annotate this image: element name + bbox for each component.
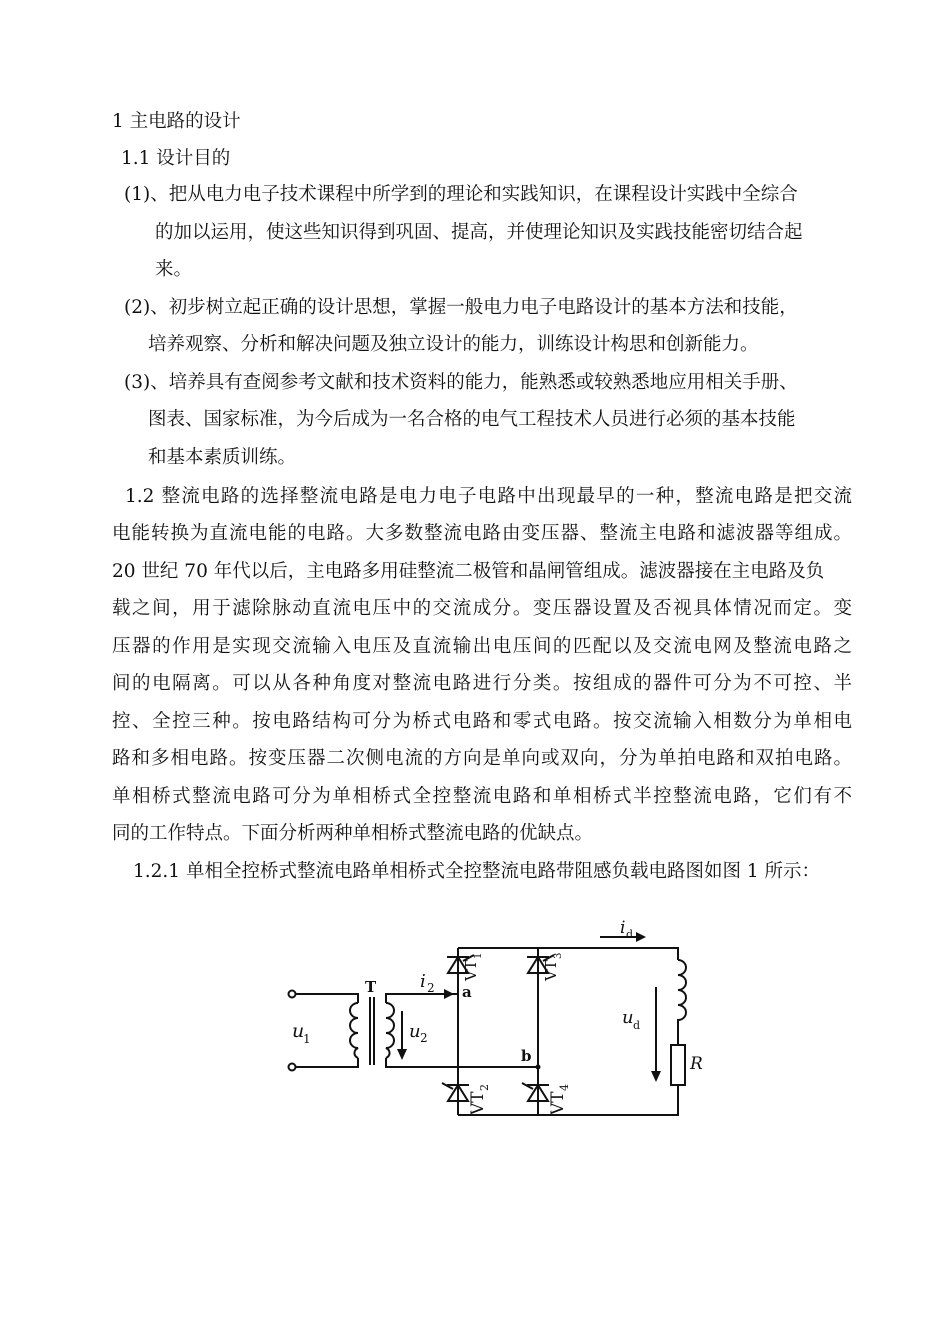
label-u2: u	[409, 1021, 421, 1042]
label-vt2: VT	[468, 1091, 488, 1115]
top-rail	[458, 948, 678, 960]
section-1-2-line-5: 压器的作用是实现交流输入电压及直流输出电压间的匹配以及交流电网及整流电路之	[112, 636, 852, 657]
section-1-2-line-6: 间的电隔离。可以从各种角度对整流电路进行分类。按组成的器件可分为不可控、半	[112, 673, 852, 694]
label-vt1: VT	[462, 960, 480, 981]
secondary-winding	[386, 1003, 394, 1058]
label-ud: u	[622, 1007, 634, 1028]
load-resistor	[671, 1045, 685, 1085]
label-vt2-sub: 2	[478, 1084, 491, 1091]
heading-design-purpose: 1.1 设计目的	[121, 148, 231, 169]
bottom-rail	[458, 1090, 678, 1115]
goal-3-line-3: 和基本素质训练。	[148, 447, 297, 468]
node-b-dot	[536, 1065, 541, 1070]
input-terminal-bottom	[289, 1064, 296, 1071]
id-arrow-head	[636, 932, 646, 942]
section-1-2-line-9: 单相桥式整流电路可分为单相桥式全控整流电路和单相桥式半控整流电路，它们有不	[112, 786, 852, 807]
goal-2-line-1: (2)、初步树立起正确的设计思想，掌握一般电力电子电路设计的基本方法和技能，	[124, 297, 798, 318]
primary-lead-top	[296, 994, 358, 1003]
section-1-2-line-1: 1.2 整流电路的选择整流电路是电力电子电路中出现最早的一种，整流电路是把交流	[125, 486, 852, 507]
goal-2-line-2: 培养观察、分析和解决问题及独立设计的能力，训练设计构思和创新能力。	[148, 334, 759, 355]
primary-winding	[350, 1003, 358, 1058]
i2-arrow-head	[444, 989, 454, 999]
load-inductor	[678, 960, 686, 1045]
goal-1-line-1: (1)、把从电力电子技术课程中所学到的理论和实践知识，在课程设计实践中全综合	[124, 184, 798, 205]
section-1-2-1-line: 1.2.1 单相全控桥式整流电路单相桥式全控整流电路带阻感负载电路图如图 1 所示：	[133, 861, 820, 882]
label-vt4: VT	[548, 1091, 568, 1115]
label-resistor: R	[690, 1054, 703, 1074]
label-u2-sub: 2	[420, 1031, 428, 1045]
label-u1-sub: 1	[303, 1032, 311, 1046]
label-id-sub: d	[626, 928, 634, 941]
goal-1-line-2: 的加以运用，使这些知识得到巩固、提高，并使理论知识及实践技能密切结合起	[155, 222, 803, 243]
secondary-lead-bottom	[386, 1058, 538, 1067]
label-i2: i	[420, 971, 426, 992]
label-vt4-sub: 4	[558, 1084, 571, 1091]
rectifier-circuit-diagram	[270, 915, 740, 1130]
section-1-2-line-4: 载之间，用于滤除脉动直流电压中的交流成分。变压器设置及否视具体情况而定。变	[112, 598, 852, 619]
section-1-2-line-3: 20 世纪 70 年代以后，主电路多用硅整流二极管和晶闸管组成。滤波器接在主电路及负	[112, 561, 825, 582]
input-terminal-top	[289, 991, 296, 998]
label-id: i	[620, 918, 626, 938]
goal-3-line-2: 图表、国家标准，为今后成为一名合格的电气工程技术人员进行必须的基本技能	[148, 409, 796, 430]
label-transformer: T	[365, 978, 377, 996]
label-vt3: VT	[542, 960, 560, 981]
u2-arrow-head	[397, 1049, 407, 1060]
section-1-2-line-8: 路和多相电路。按变压器二次侧电流的方向是单向或双向，分为单拍电路和双拍电路。	[112, 748, 852, 769]
ud-arrow-head	[651, 1071, 661, 1082]
label-node-a: a	[462, 983, 472, 1001]
label-node-b: b	[521, 1047, 532, 1065]
section-1-2-line-10: 同的工作特点。下面分析两种单相桥式整流电路的优缺点。	[112, 823, 594, 844]
label-u1: u	[292, 1020, 305, 1042]
section-1-2-line-2: 电能转换为直流电能的电路。大多数整流电路由变压器、整流主电路和滤波器等组成。	[112, 523, 852, 544]
label-vt1-sub: 1	[473, 952, 484, 959]
goal-1-line-3: 来。	[155, 259, 193, 280]
label-i2-sub: 2	[427, 981, 435, 995]
heading-main-circuit-design: 1 主电路的设计	[112, 111, 241, 132]
section-1-2-line-7: 控、全控三种。按电路结构可分为桥式电路和零式电路。按交流输入相数分为单相电	[112, 711, 852, 732]
goal-3-line-1: (3)、培养具有查阅参考文献和技术资料的能力，能熟悉或较熟悉地应用相关手册、	[124, 372, 798, 393]
label-vt3-sub: 3	[553, 952, 564, 959]
label-ud-sub: d	[633, 1019, 641, 1032]
primary-lead-bottom	[296, 1058, 358, 1067]
